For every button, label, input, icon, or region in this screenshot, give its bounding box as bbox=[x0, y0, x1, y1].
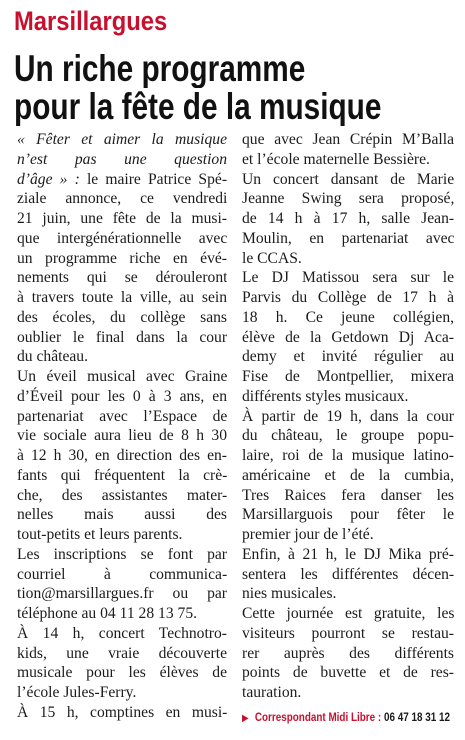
text-line: d’Éveil pour les 0 à 3 ans, en bbox=[17, 387, 227, 405]
text-line: téléphone au 04 11 28 13 75. bbox=[17, 605, 198, 622]
text-line: tout-petits et leurs parents. bbox=[17, 526, 183, 543]
text-line: Marsillarguois pour fêter le bbox=[242, 506, 454, 524]
text-line: un programme riche en évé- bbox=[17, 249, 227, 267]
article-column-left bbox=[17, 130, 227, 723]
text-line: Parvis du Collège de 17 h à bbox=[242, 289, 454, 306]
arrow-marker-icon: ▶ bbox=[242, 713, 249, 724]
text-line: oublier le final dans la cour bbox=[17, 328, 227, 346]
text-line: des écoles, du collège sans bbox=[17, 308, 227, 326]
text-line: Cette journée est gratuite, les bbox=[242, 605, 454, 622]
text-line: américaine et de la cumbia, bbox=[242, 466, 454, 484]
text-line: À 14 h, concert Technotro- bbox=[17, 624, 227, 642]
text-line: de 14 h à 17 h, salle Jean- bbox=[242, 210, 454, 227]
text-line: laire, roi de la musique latino- bbox=[242, 447, 454, 464]
text-line: tion@marsillargues.fr ou par bbox=[17, 585, 227, 603]
article-column-right bbox=[242, 130, 454, 703]
text-line: n’est pas une question bbox=[17, 150, 227, 168]
headline-line-1: Un riche programme bbox=[14, 50, 306, 88]
text-line: nements qui se dérouleront bbox=[17, 269, 227, 287]
text-line: Les inscriptions se font par bbox=[17, 545, 227, 563]
text-line: nelles mais aussi des bbox=[17, 506, 227, 524]
text-line: tauration. bbox=[242, 684, 302, 701]
text-line: points de buvette et de res- bbox=[242, 664, 454, 682]
text-line: « Fêter et aimer la musique bbox=[17, 131, 227, 148]
text-line: nies musicales. bbox=[242, 585, 337, 603]
text-line: Un éveil musical avec Graine bbox=[17, 368, 227, 385]
quote-fragment: d’âge » : bbox=[17, 170, 80, 188]
correspondent-credit bbox=[242, 712, 450, 724]
text-line: kids, une vraie découverte bbox=[17, 644, 227, 662]
text-line: vie sociale aura lieu de 8 h 30 bbox=[17, 427, 227, 445]
headline-line-2: pour la fête de la musique bbox=[14, 88, 382, 126]
text-line: du château. bbox=[17, 348, 89, 366]
text-line: À 15 h, comptines en musi- bbox=[17, 703, 227, 721]
text-line: à 12 h 30, en direction des en- bbox=[17, 447, 227, 464]
text-line: musicale pour les élèves de bbox=[17, 664, 227, 682]
text-line: 18 h. Ce jeune collégien, bbox=[242, 308, 454, 326]
text-line: que avec Jean Crépin M’Balla bbox=[242, 131, 454, 148]
credit-phone: 06 47 18 31 12 bbox=[383, 712, 450, 724]
text-line: du château, le groupe popu- bbox=[242, 427, 454, 445]
text-line: demy et invité régulier au bbox=[242, 348, 454, 366]
text-line: élève de la Getdown Dj Aca- bbox=[242, 328, 454, 346]
text-line: que intergénérationnelle avec bbox=[17, 229, 227, 247]
text-line: che, des assistantes mater- bbox=[17, 486, 227, 504]
text-line: d’âge » : le maire Patrice Spé- bbox=[17, 170, 227, 188]
text-line: et l’école maternelle Bessière. bbox=[242, 150, 430, 168]
text-line: ziale annonce, ce vendredi bbox=[17, 190, 227, 208]
text-line: Tres Raices fera danser les bbox=[242, 486, 454, 504]
credit-label: Correspondant Midi Libre : bbox=[254, 712, 382, 724]
text-line: courriel à communica- bbox=[17, 565, 227, 583]
text-line: différents styles musicaux. bbox=[242, 387, 409, 405]
text-line: Le DJ Matissou sera sur le bbox=[242, 269, 454, 287]
article-headline bbox=[14, 50, 433, 126]
text-line: le CCAS. bbox=[242, 249, 302, 267]
text-line: À partir de 19 h, dans la cour bbox=[242, 407, 454, 425]
text-line: 21 juin, une fête de la musi- bbox=[17, 210, 227, 227]
text-line: fants qui fréquentent la crè- bbox=[17, 466, 227, 484]
text-line: sentera les différentes décen- bbox=[242, 565, 454, 583]
text-line: Un concert dansant de Marie bbox=[242, 170, 454, 188]
text-line: visiteurs pourront se restau- bbox=[242, 624, 454, 642]
text-line: à travers toute la ville, au sein bbox=[17, 289, 227, 306]
text-line: rer auprès des différents bbox=[242, 644, 454, 662]
text-line: Enfin, à 21 h, le DJ Mika pré- bbox=[242, 545, 454, 563]
text-line: l’école Jules-Ferry. bbox=[17, 684, 137, 701]
text-line: Jeanne Swing sera proposé, bbox=[242, 190, 454, 208]
text-line: Fise de Montpellier, mixera bbox=[242, 368, 454, 385]
text-line: premier jour de l’été. bbox=[242, 526, 374, 543]
article-kicker: Marsillargues bbox=[14, 6, 168, 36]
text-line: partenariat avec l’Espace de bbox=[17, 407, 227, 425]
text-line: Moulin, en partenariat avec bbox=[242, 229, 454, 247]
